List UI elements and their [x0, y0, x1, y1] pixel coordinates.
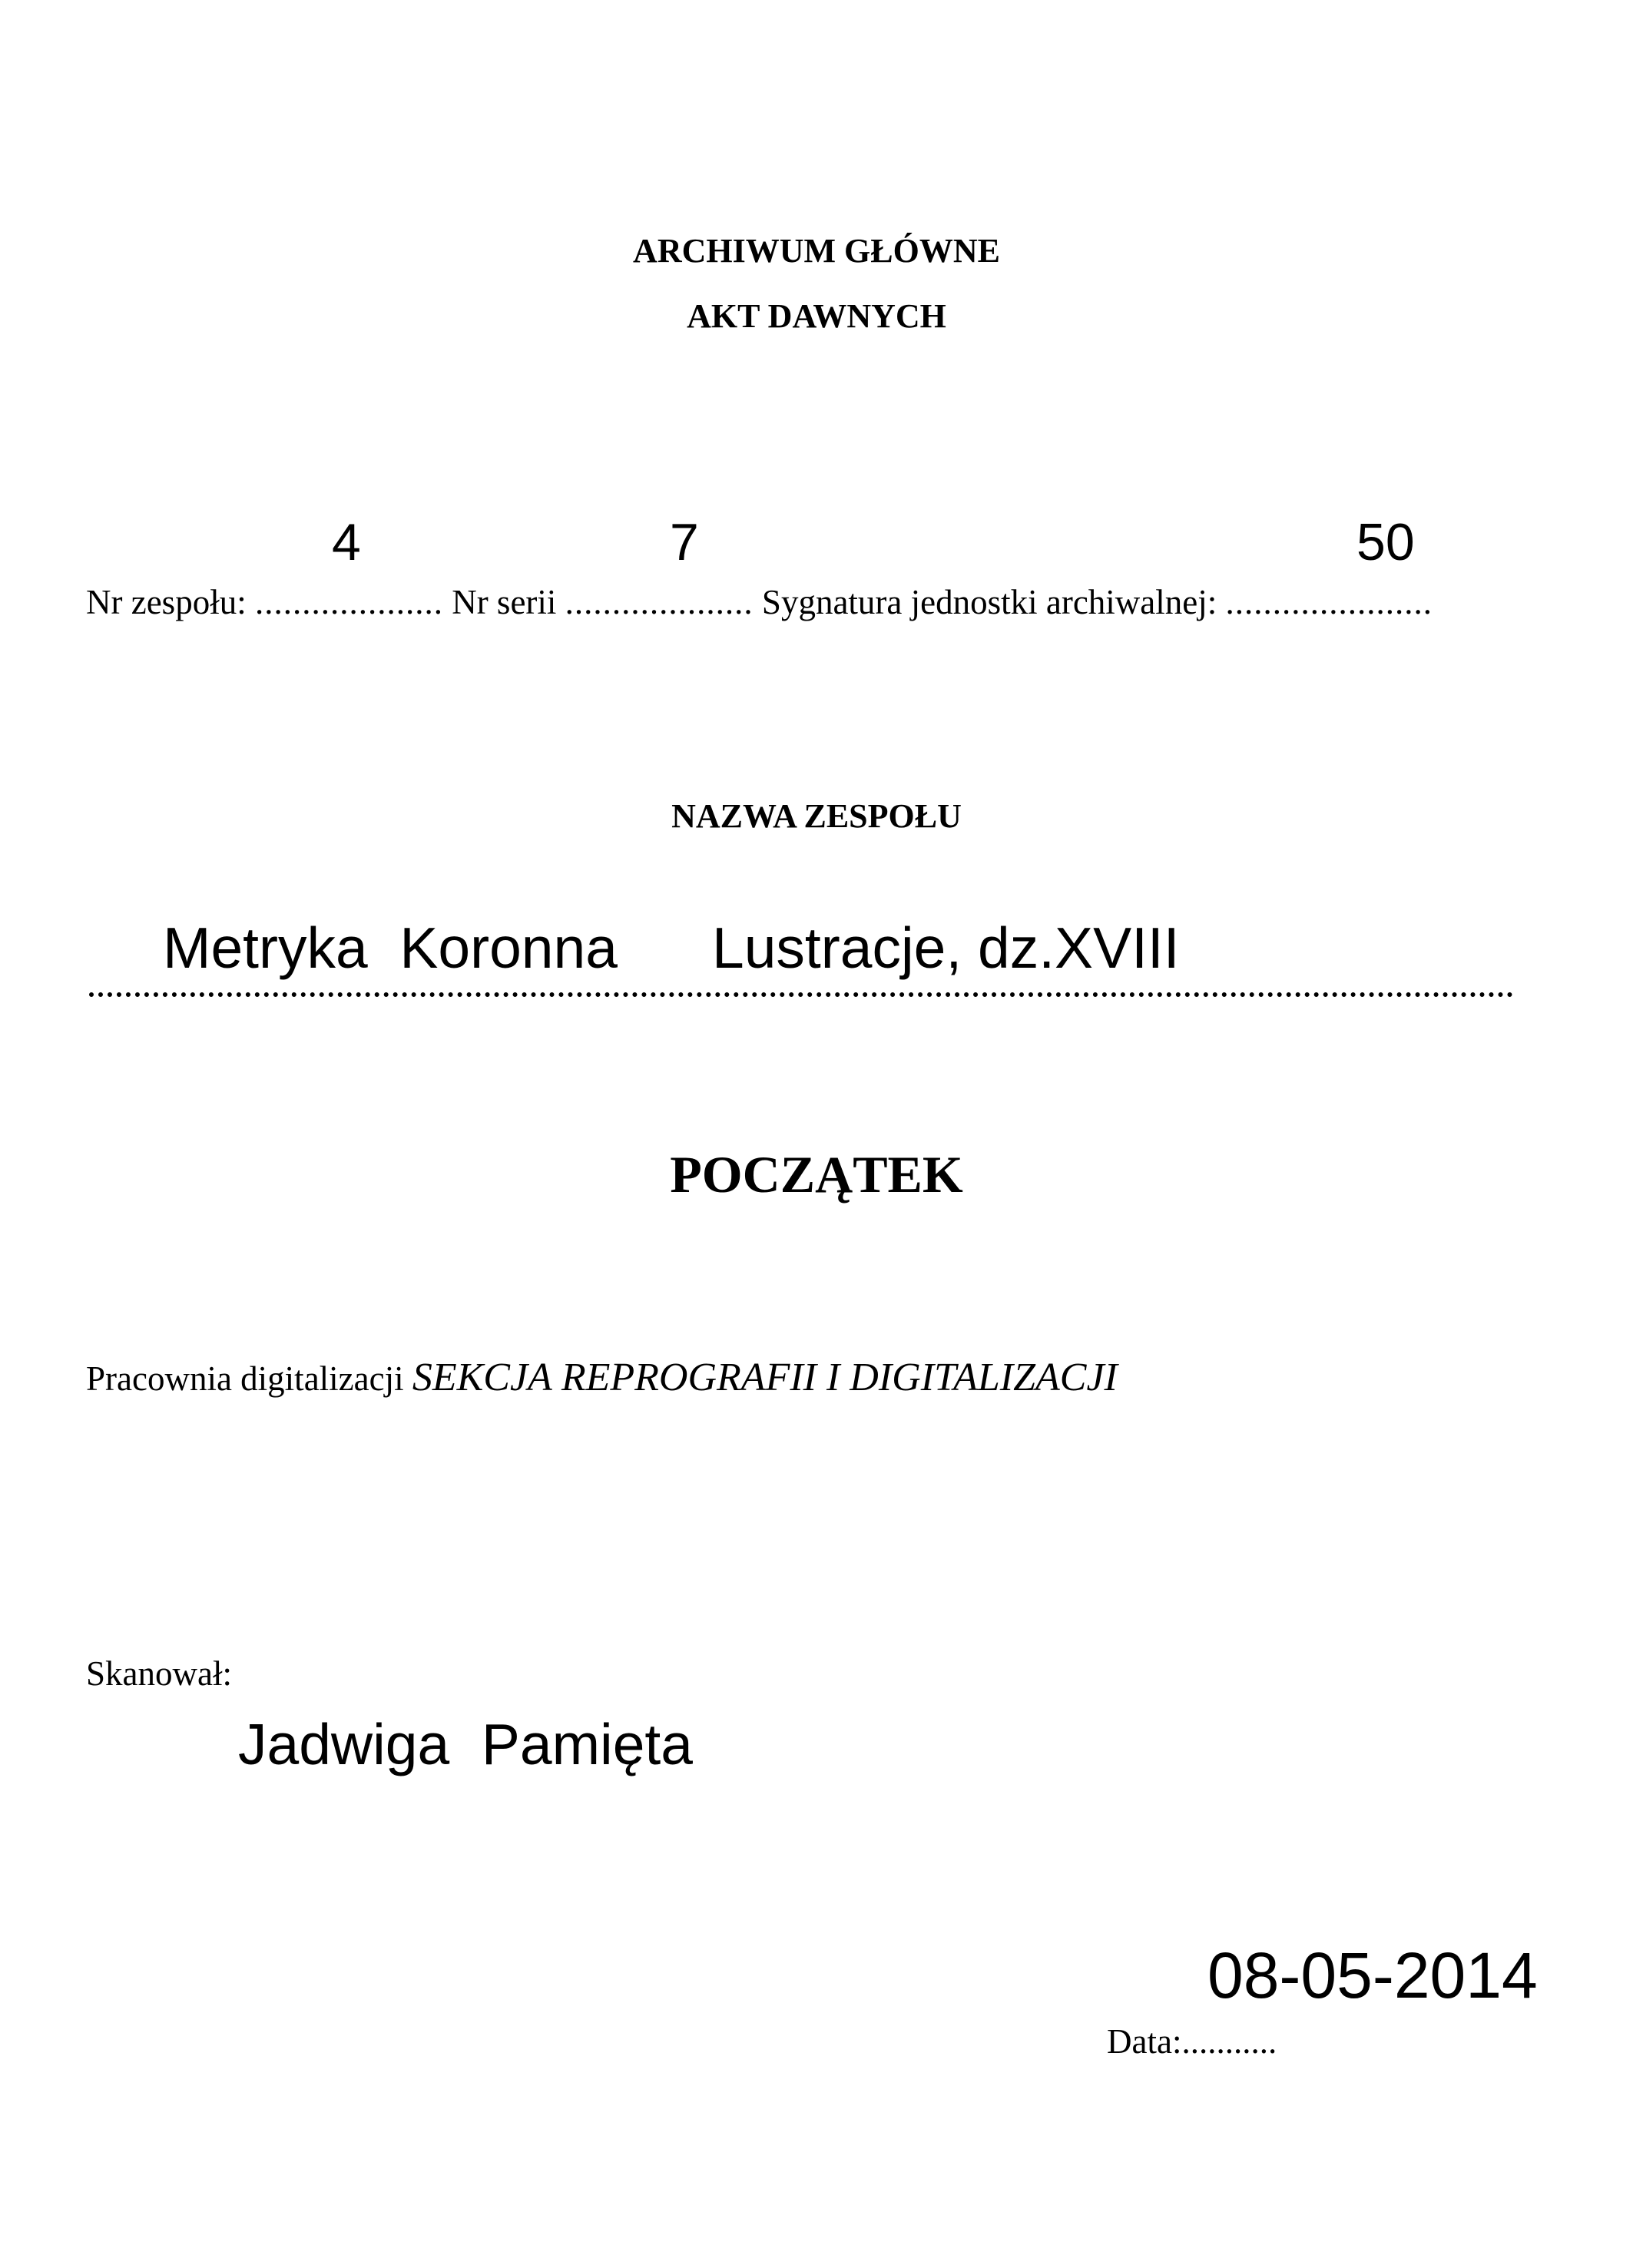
date-label: Data:	[1107, 2022, 1182, 2061]
fond-number-value: 4	[332, 513, 361, 571]
fond-number-label: Nr zespołu:	[86, 583, 247, 621]
series-number-dots: ....................	[565, 583, 754, 621]
fond-number-dots: ....................	[254, 583, 443, 621]
scanner-name: Jadwiga Pamięta	[238, 1712, 693, 1776]
workshop-value: SEKCJA REPROGRAFII I DIGITALIZACJI	[412, 1356, 1118, 1399]
series-number-label: Nr serii	[452, 583, 557, 621]
series-number-value: 7	[670, 513, 699, 571]
signature-value: 50	[1356, 513, 1415, 571]
archive-name-line2: AKT DAWNYCH	[687, 297, 946, 335]
fond-name-part1: Metryka Koronna	[163, 915, 618, 980]
date-dots: ...........	[1181, 2022, 1277, 2061]
workshop-row	[86, 1358, 1118, 1398]
scanner-label: Skanował:	[86, 1654, 232, 1693]
signature-label: Sygnatura jednostki archiwalnej:	[761, 583, 1217, 621]
archive-name-line1: ARCHIWUM GŁÓWNE	[633, 232, 1000, 270]
dotted-rule	[89, 992, 1513, 997]
identifiers-row	[86, 585, 1433, 620]
signature-dots: ......................	[1225, 583, 1433, 621]
section-title: POCZĄTEK	[670, 1145, 963, 1204]
workshop-label: Pracownia digitalizacji	[86, 1359, 404, 1398]
fond-name-heading: NAZWA ZESPOŁU	[671, 797, 962, 835]
date-value: 08-05-2014	[1207, 1939, 1538, 2011]
date-row	[1107, 2022, 1277, 2061]
fond-name-part2: Lustracje, dz.XVIII	[712, 915, 1180, 980]
